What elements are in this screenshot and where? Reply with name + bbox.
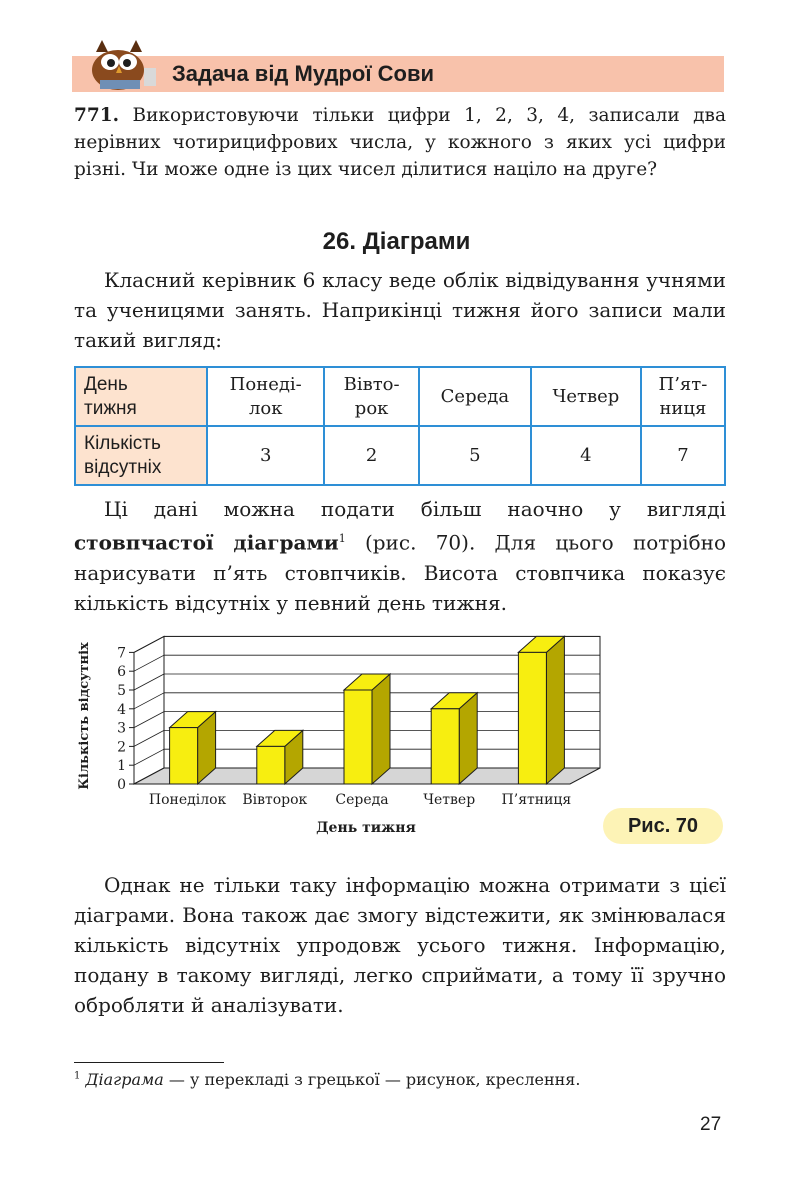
bar-side: [372, 674, 390, 784]
y-tick-label: 7: [117, 645, 126, 662]
table-row-absent: [75, 426, 725, 485]
problem-771: [74, 102, 726, 183]
intro-paragraph: Класний керівник 6 класу веде облік відвідування учнями та ученицями занять. Наприкінці тижня його записи мали такий вигляд:: [74, 268, 726, 352]
footnote-ref: 1: [338, 532, 346, 545]
bar: [170, 728, 198, 784]
bar-chart: [70, 628, 610, 838]
table-cell-value: 5: [419, 426, 531, 485]
section-title: 26. Діаграми: [322, 228, 471, 255]
banner-title: Задача від Мудрої Сови: [172, 61, 435, 86]
y-tick-label: 4: [117, 701, 126, 718]
x-tick-label: Понеділок: [148, 792, 227, 808]
page-number: 27: [700, 1114, 722, 1135]
bar: [344, 690, 372, 784]
x-tick-label: Четвер: [423, 792, 476, 808]
bar: [257, 746, 285, 784]
x-axis-title: День тижня: [316, 820, 416, 836]
footnote: $^1$ Діаграма — у перекладі з грецької — рисунок, креслення.: [74, 1070, 581, 1089]
figure-label: Рис. 70: [603, 808, 723, 844]
y-tick-label: 1: [117, 758, 126, 775]
table-cell-day: Вівто- рок: [324, 367, 418, 426]
table-cell-value: 7: [641, 426, 725, 485]
owl-icon: [80, 38, 160, 96]
y-tick-label: 2: [117, 739, 126, 756]
side-wall: [134, 636, 164, 784]
chart-intro-paragraph: Ці дані можна подати більш наочно у вигляді стовпчастої діаграми$^1$ (рис. 70). Для цього потрібно нарисувати п’ять стовпчиків. Висота стовпчика показує кількість відсутніх у певний день тижня.: [74, 497, 726, 615]
y-tick-label: 0: [117, 777, 126, 793]
task-banner: [72, 56, 724, 92]
table-cell-value: 3: [207, 426, 324, 485]
y-axis-title: Кількість відсутніх: [77, 642, 92, 790]
table-header-absent: Кількість відсутніх: [75, 426, 207, 485]
table-cell-day: Середа: [419, 367, 531, 426]
footnote-divider: [74, 1062, 224, 1063]
bold-term: стовпчастої діаграми: [74, 530, 339, 555]
bar-side: [546, 636, 564, 784]
x-tick-label: П’ятниця: [501, 792, 572, 808]
x-tick-label: Вівторок: [242, 792, 308, 808]
bar: [431, 709, 459, 784]
footnote-term: Діаграма: [85, 1070, 164, 1089]
table-cell-value: 2: [324, 426, 418, 485]
table-cell-day: П’ят- ниця: [641, 367, 725, 426]
table-cell-day: Четвер: [531, 367, 641, 426]
table-row-days: [75, 367, 725, 426]
bar: [518, 652, 546, 784]
table-cell-value: 4: [531, 426, 641, 485]
y-tick-label: 6: [117, 664, 126, 681]
analysis-paragraph: Однак не тільки таку інформацію можна отримати з цієї діаграми. Вона також дає змогу відстежити, як змінювалася кількість відсутніх упродовж усього тижня. Інформацію, подану в такому вигляді, легко сприймати, а тому її зручно обробляти й аналізувати.: [74, 873, 726, 1017]
y-tick-label: 3: [117, 720, 126, 737]
table-cell-day: Понеді- лок: [207, 367, 324, 426]
table-header-day: День тижня: [75, 367, 207, 426]
attendance-table: [74, 366, 726, 486]
problem-text: Використовуючи тільки цифри 1, 2, 3, 4, записали два нерівних чотирицифрових числа, у кожного з яких усі цифри різні. Чи може одне із цих чисел ділитися націло на друге?: [74, 105, 726, 180]
y-tick-label: 5: [117, 683, 126, 699]
problem-number: 771.: [74, 105, 120, 126]
x-tick-label: Середа: [335, 792, 389, 808]
